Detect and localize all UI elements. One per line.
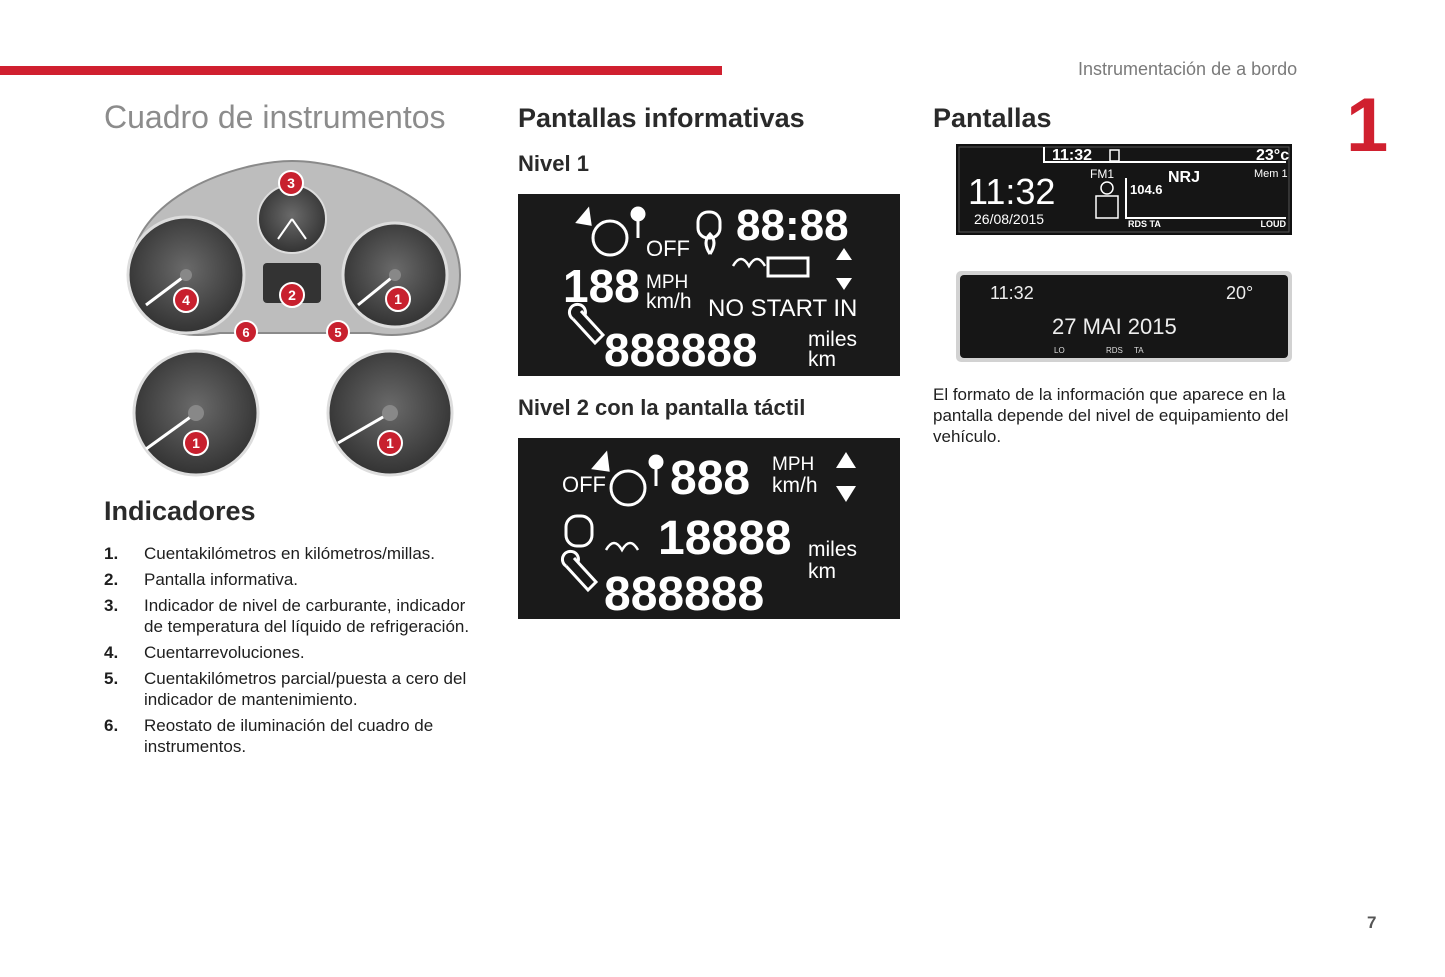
level1-heading: Nivel 1 [518, 151, 589, 176]
screens-description: El formato de la información que aparece en la pantalla depende del nivel de equipamiento del vehículo. [933, 385, 1289, 446]
svg-text:1: 1 [386, 435, 394, 451]
list-item: 5. Cuentakilómetros parcial/puesta a cero del indicador de mantenimiento. [104, 669, 467, 709]
screen2-ta: TA [1134, 346, 1144, 355]
screen1-clock-small: 11:32 [1052, 147, 1093, 164]
svg-text:1: 1 [192, 435, 200, 451]
lcd1-speed-digits: 188 [563, 260, 640, 312]
screen1-mem: Mem 1 [1254, 168, 1288, 180]
callout-4 [174, 288, 198, 312]
screens-heading: Pantallas [933, 103, 1052, 133]
lcd1-clock: 88:88 [736, 201, 849, 250]
instrument-panel-title: Cuadro de instrumentos [104, 99, 446, 135]
tachometer-dial [128, 217, 244, 333]
lcd1-km: km [808, 348, 836, 371]
screen1-station: NRJ [1168, 169, 1201, 186]
callout-5 [327, 321, 349, 343]
screen1-loud: LOUD [1260, 219, 1286, 229]
wrench-icon [562, 551, 596, 590]
instrument-cluster-illustration [110, 155, 475, 485]
list-item: 3. Indicador de nivel de carburante, indicador de temperatura del líquido de refrigeración. [104, 596, 470, 636]
lcd1-miles: miles [808, 328, 858, 351]
lcd2-off: OFF [562, 472, 606, 497]
screen1-rds: RDS TA [1128, 219, 1161, 229]
lcd2-mph: MPH [772, 454, 815, 475]
callout-2 [280, 283, 304, 307]
screen2-clock: 11:32 [990, 283, 1034, 303]
page-number: 7 [1367, 913, 1377, 932]
speedometer-mph-dial [328, 351, 452, 475]
screen1-time: 11:32 [968, 171, 1056, 212]
callout-1-upper [386, 287, 410, 311]
svg-text:6: 6 [242, 325, 250, 340]
svg-text:3: 3 [287, 175, 295, 191]
indicators-heading: Indicadores [104, 496, 256, 526]
screen1-band: FM1 [1090, 167, 1114, 181]
screen2-temp: 20° [1226, 283, 1254, 303]
lcd2-kmh: km/h [772, 474, 818, 497]
screen1-freq: 104.6 [1130, 182, 1163, 197]
callout-3 [279, 171, 303, 195]
lcd1-mph: MPH [646, 272, 689, 293]
lcd2-trip: 18888 [658, 512, 792, 565]
lcd1-no-start: NO START IN [708, 295, 858, 322]
svg-text:1: 1 [394, 291, 402, 307]
lcd1-odometer: 888888 [604, 324, 758, 376]
speedometer-kmh-dial [134, 351, 258, 475]
lcd2-odometer: 888888 [604, 568, 765, 619]
svg-text:2: 2 [288, 287, 296, 303]
info-screens-heading: Pantallas informativas [518, 103, 805, 133]
up-down-arrows-icon [836, 452, 856, 502]
screen2-display [956, 271, 1292, 362]
lcd2-speed-digits: 888 [670, 452, 751, 505]
lcd1-off: OFF [646, 236, 690, 261]
preheat-icon [733, 259, 765, 266]
screen1-date: 26/08/2015 [974, 211, 1045, 227]
maintenance-icon [566, 516, 592, 546]
list-item: 1. Cuentakilómetros en kilómetros/millas. [104, 544, 435, 563]
screen2-lo: LO [1054, 346, 1065, 355]
svg-text:4: 4 [182, 292, 190, 308]
svg-text:5: 5 [334, 325, 342, 340]
cruise-speed-icon [611, 471, 645, 505]
lcd1-kmh: km/h [646, 290, 692, 313]
cruise-speed-icon [593, 221, 627, 255]
preheat-icon [606, 543, 638, 550]
lcd2-miles: miles [808, 538, 858, 561]
list-item: 4. Cuentarrevoluciones. [104, 643, 305, 662]
callout-1-left [184, 431, 208, 455]
level2-heading: Nivel 2 con la pantalla táctil [518, 395, 806, 420]
screen2-rds: RDS [1106, 346, 1123, 355]
particle-filter-icon [768, 258, 808, 276]
up-down-arrows-icon [836, 248, 852, 290]
level2-lcd-display [518, 438, 900, 619]
chapter-number: 1 [1346, 83, 1389, 168]
section-title: Instrumentación de a bordo [1078, 59, 1298, 79]
list-item: 6. Reostato de iluminación del cuadro de instrumentos. [104, 716, 434, 756]
callout-6 [235, 321, 257, 343]
list-item: 2. Pantalla informativa. [104, 570, 299, 589]
lcd2-km: km [808, 560, 836, 583]
screen2-date: 27 MAI 2015 [1052, 314, 1177, 339]
level1-lcd-display [518, 194, 900, 376]
header-red-bar [0, 66, 722, 75]
screen1-temp: 23°c [1256, 147, 1290, 164]
screen1-display [956, 144, 1292, 235]
indicators-list [104, 543, 474, 762]
callout-1-right [378, 431, 402, 455]
